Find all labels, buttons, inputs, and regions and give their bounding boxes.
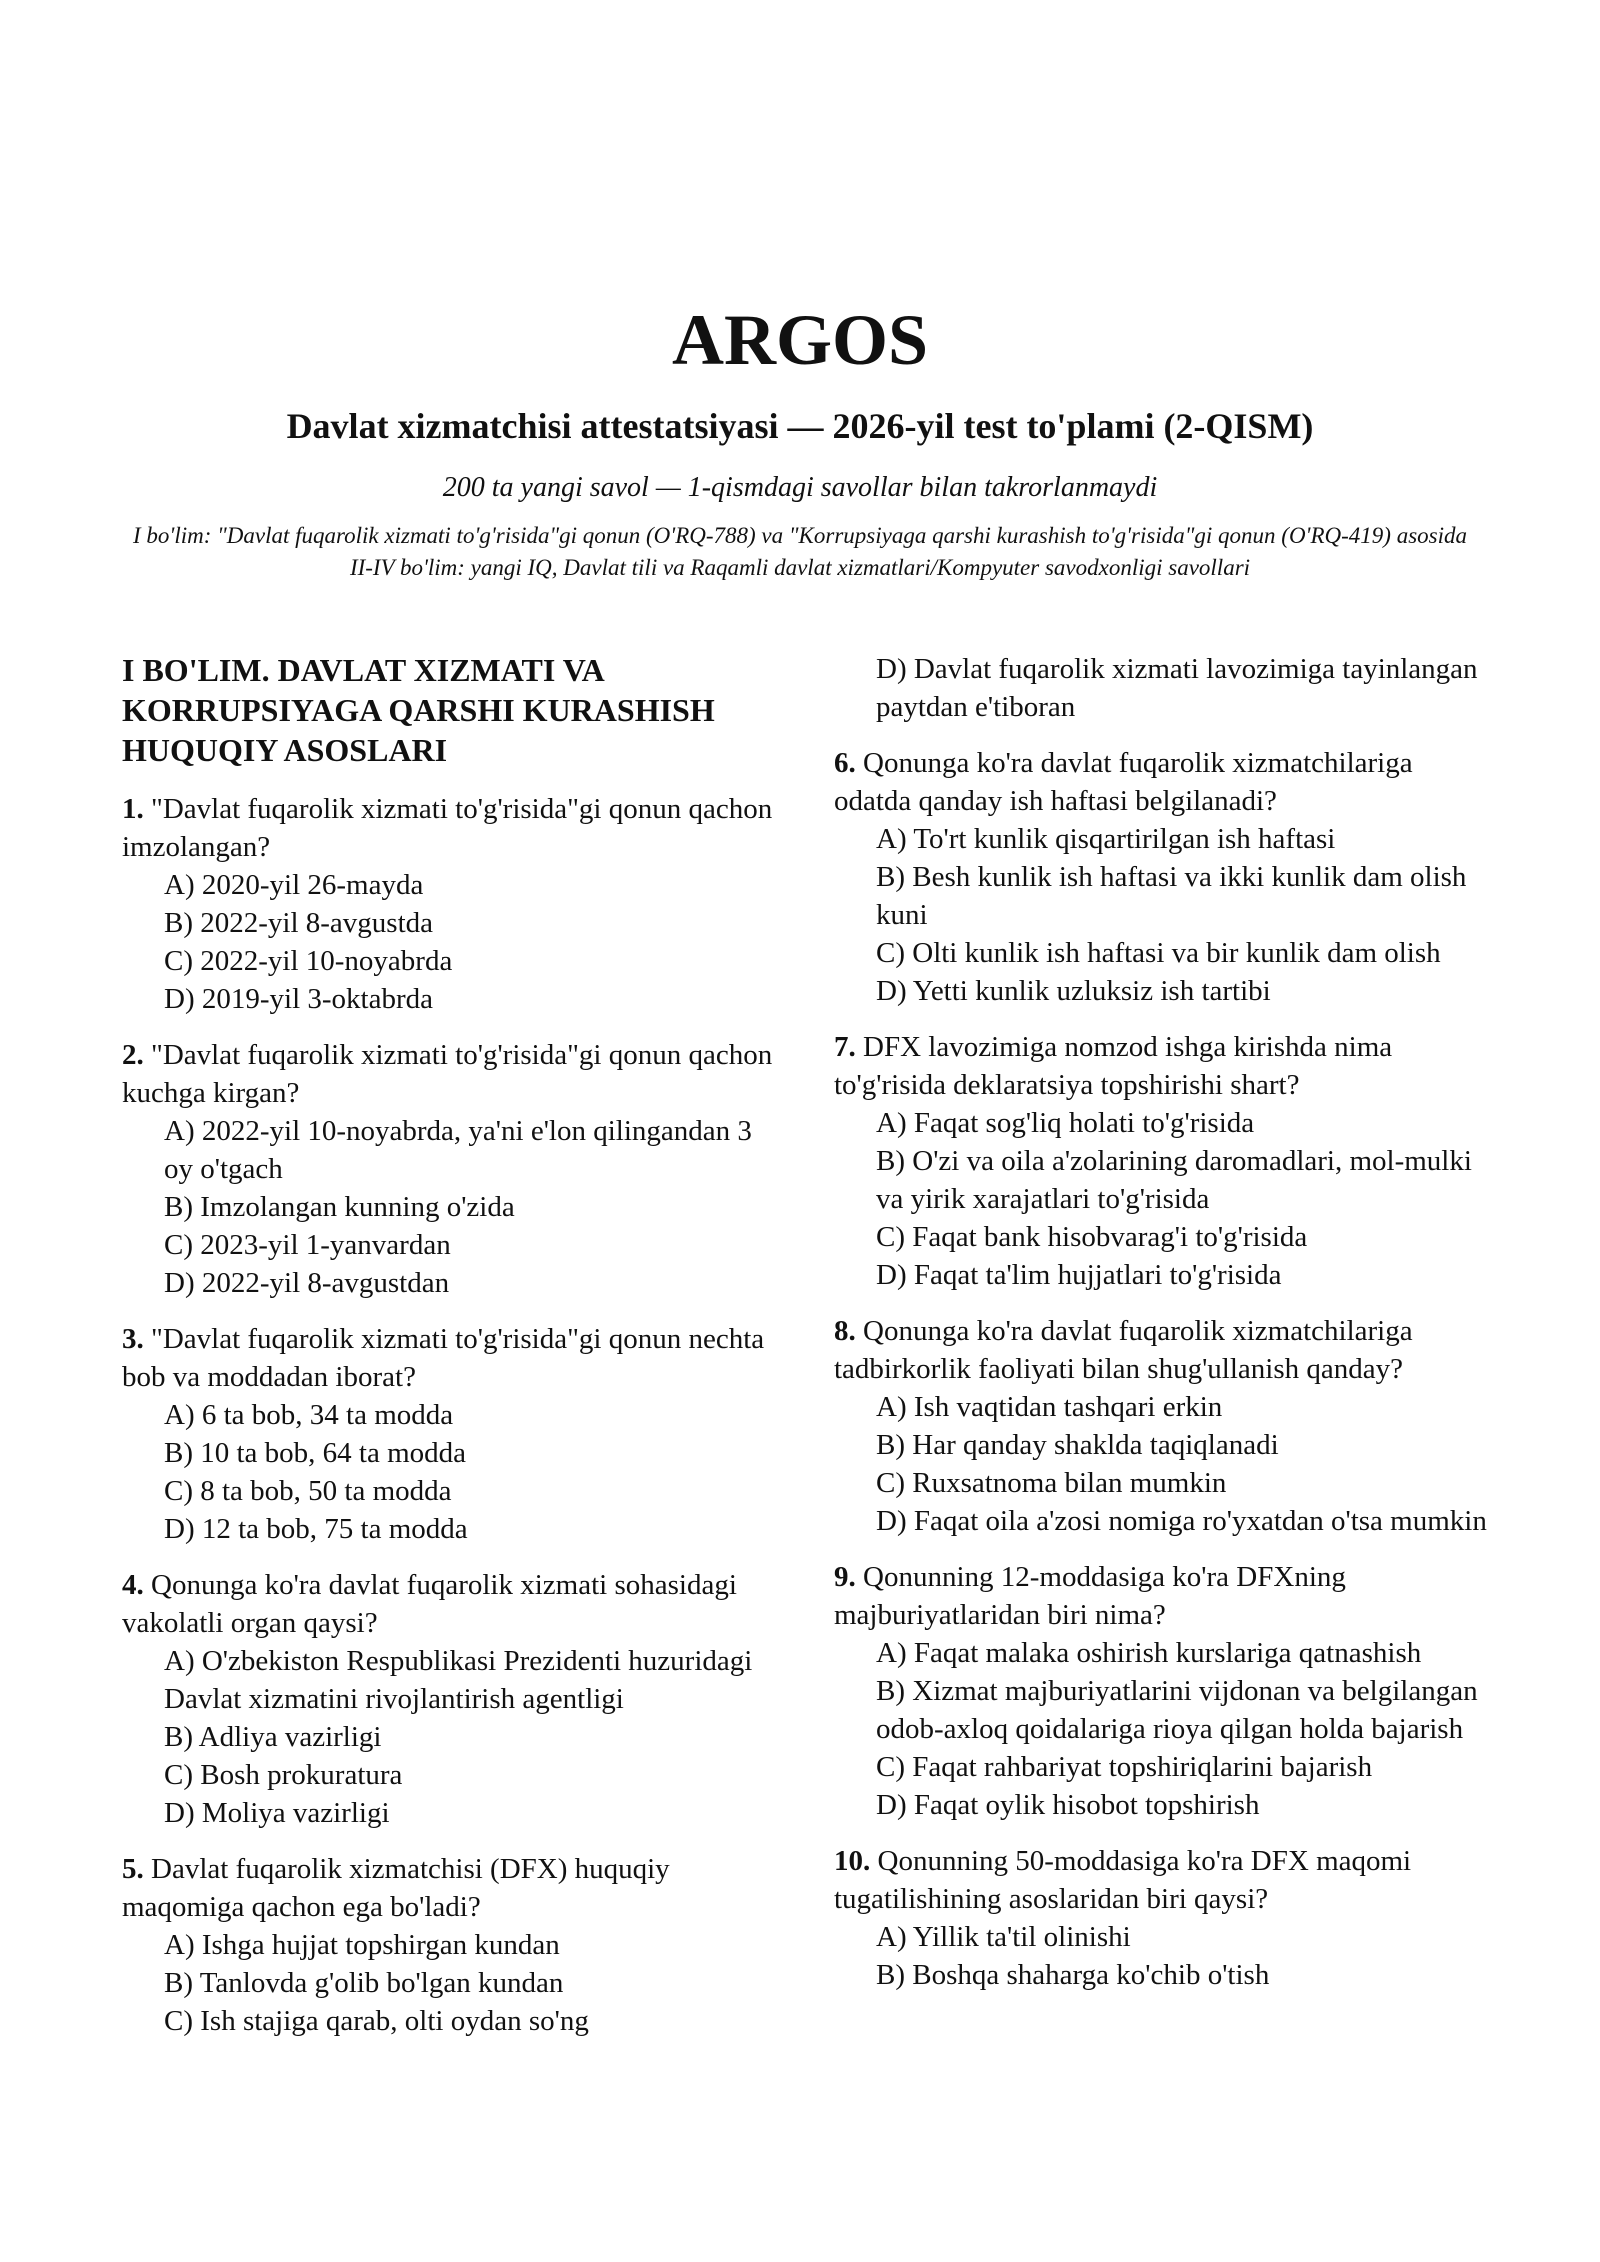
basis-line-2: II-IV bo'lim: yangi IQ, Davlat tili va Raqamli davlat xizmatlari/Kompyuter savodxonligi savollari (349, 555, 1251, 580)
question-text (834, 1312, 1489, 1388)
question-4 (122, 1566, 777, 1832)
question-body: Qonunning 50-moddasiga ko'ra DFX maqomi tugatilishining asoslaridan biri qaysi? (834, 1845, 1412, 1915)
option-d: D) Faqat ta'lim hujjatlari to'g'risida (876, 1259, 1282, 1291)
option-c: C) 2023-yil 1-yanvardan (164, 1229, 451, 1261)
option-a: A) 6 ta bob, 34 ta modda (164, 1399, 454, 1431)
question-body: Qonunga ko'ra davlat fuqarolik xizmatchilariga odatda qanday ish haftasi belgilanadi? (834, 747, 1413, 817)
option-a: A) Ishga hujjat topshirgan kundan (164, 1929, 560, 1961)
option-a: A) 2022-yil 10-noyabrda, ya'ni e'lon qilingandan 3 oy o'tgach (164, 1115, 752, 1185)
question-number: 5. (122, 1853, 144, 1885)
question-number: 2. (122, 1039, 144, 1071)
question-text (122, 1566, 777, 1642)
option-a: A) Faqat sog'liq holati to'g'risida (876, 1107, 1255, 1139)
option-b: B) Xizmat majburiyatlarini vijdonan va belgilangan odob-axloq qoidalariga rioya qilgan holda bajarish (876, 1675, 1478, 1745)
option-b: B) Har qanday shaklda taqiqlanadi (876, 1429, 1279, 1461)
option-a: A) Ish vaqtidan tashqari erkin (876, 1391, 1223, 1423)
question-number: 3. (122, 1323, 144, 1355)
question-text (834, 1842, 1489, 1918)
option-a: A) 2020-yil 26-mayda (164, 869, 424, 901)
question-text (122, 1036, 777, 1112)
question-body: Davlat fuqarolik xizmatchisi (DFX) huquqiy maqomiga qachon ega bo'ladi? (122, 1853, 670, 1923)
option-d: D) 12 ta bob, 75 ta modda (164, 1513, 468, 1545)
question-number: 1. (122, 793, 144, 825)
right-column (834, 650, 1489, 2012)
option-b: B) 10 ta bob, 64 ta modda (164, 1437, 467, 1469)
question-number: 7. (834, 1031, 856, 1063)
question-2 (122, 1036, 777, 1302)
option-c: C) Bosh prokuratura (164, 1759, 403, 1791)
option-c: C) 8 ta bob, 50 ta modda (164, 1475, 452, 1507)
question-5 (122, 1850, 777, 2040)
question-7 (834, 1028, 1489, 1294)
option-b: B) Adliya vazirligi (164, 1721, 382, 1753)
question-10 (834, 1842, 1489, 1994)
document-title: ARGOS (671, 300, 929, 380)
question-text (834, 1558, 1489, 1634)
question-6 (834, 744, 1489, 1010)
basis-line-1: I bo'lim: "Davlat fuqarolik xizmati to'g'risida"gi qonun (O'RQ-788) va "Korrupsiyaga qarshi kurashish to'g'risida"gi qonun (O'RQ-419) asosida (133, 523, 1467, 548)
question-body: Qonunga ko'ra davlat fuqarolik xizmati sohasidagi vakolatli organ qaysi? (122, 1569, 737, 1639)
question-body: Qonunga ko'ra davlat fuqarolik xizmatchilariga tadbirkorlik faoliyati bilan shug'ullanish qanday? (834, 1315, 1413, 1385)
question-body: DFX lavozimiga nomzod ishga kirishda nima to'g'risida deklaratsiya topshirishi shart? (834, 1031, 1393, 1101)
question-body: "Davlat fuqarolik xizmati to'g'risida"gi qonun nechta bob va moddadan iborat? (122, 1323, 765, 1393)
option-d: D) 2019-yil 3-oktabrda (164, 983, 433, 1015)
option-d: D) Faqat oila a'zosi nomiga ro'yxatdan o'tsa mumkin (876, 1505, 1487, 1537)
option-b: B) O'zi va oila a'zolarining daromadlari, mol-mulki va yirik xarajatlari to'g'risida (876, 1145, 1472, 1215)
question-body: Qonunning 12-moddasiga ko'ra DFXning majburiyatlaridan biri nima? (834, 1561, 1346, 1631)
option-a: A) Yillik ta'til olinishi (876, 1921, 1131, 1953)
option-d: D) Moliya vazirligi (164, 1797, 390, 1829)
option-d: D) Yetti kunlik uzluksiz ish tartibi (876, 975, 1271, 1007)
option-c: C) Ruxsatnoma bilan mumkin (876, 1467, 1227, 1499)
basis-note (120, 520, 1480, 584)
question-8 (834, 1312, 1489, 1540)
option-a: A) Faqat malaka oshirish kurslariga qatnashish (876, 1637, 1422, 1669)
question-text (122, 790, 777, 866)
option-c: C) Faqat bank hisobvarag'i to'g'risida (876, 1221, 1308, 1253)
question-text (834, 744, 1489, 820)
option-d: D) Davlat fuqarolik xizmati lavozimiga tayinlangan paytdan e'tiboran (876, 653, 1478, 723)
question-3 (122, 1320, 777, 1548)
question-number: 10. (834, 1845, 871, 1877)
option-a: A) To'rt kunlik qisqartirilgan ish haftasi (876, 823, 1336, 855)
option-a: A) O'zbekiston Respublikasi Prezidenti huzuridagi Davlat xizmatini rivojlantirish agentligi (164, 1645, 753, 1715)
question-number: 8. (834, 1315, 856, 1347)
option-d: D) Faqat oylik hisobot topshirish (876, 1789, 1260, 1821)
question-number: 4. (122, 1569, 144, 1601)
document-tagline: 200 ta yangi savol — 1-qismdagi savollar bilan takrorlanmaydi (442, 472, 1158, 503)
question-text (834, 1028, 1489, 1104)
option-c: C) Olti kunlik ish haftasi va bir kunlik dam olish (876, 937, 1441, 969)
option-b: B) Tanlovda g'olib bo'lgan kundan (164, 1967, 564, 1999)
option-d: D) 2022-yil 8-avgustdan (164, 1267, 450, 1299)
option-b: B) 2022-yil 8-avgustda (164, 907, 434, 939)
option-c: C) Faqat rahbariyat topshiriqlarini bajarish (876, 1751, 1373, 1783)
option-c: C) Ish stajiga qarab, olti oydan so'ng (164, 2005, 589, 2037)
question-9 (834, 1558, 1489, 1824)
question-text (122, 1850, 777, 1926)
question-body: "Davlat fuqarolik xizmati to'g'risida"gi qonun qachon imzolangan? (122, 793, 773, 863)
question-number: 9. (834, 1561, 856, 1593)
section-title: I BO'LIM. DAVLAT XIZMATI VA KORRUPSIYAGA QARSHI KURASHISH HUQUQIY ASOSLARI (122, 652, 715, 768)
left-column (122, 650, 777, 2058)
question-number: 6. (834, 747, 856, 779)
document-subtitle: Davlat xizmatchisi attestatsiyasi — 2026-yil test to'plami (2-QISM) (286, 406, 1314, 446)
option-b: B) Imzolangan kunning o'zida (164, 1191, 515, 1223)
option-b: B) Boshqa shaharga ko'chib o'tish (876, 1959, 1270, 1991)
question-1 (122, 790, 777, 1018)
option-b: B) Besh kunlik ish haftasi va ikki kunlik dam olish kuni (876, 861, 1467, 931)
question-text (122, 1320, 777, 1396)
option-c: C) 2022-yil 10-noyabrda (164, 945, 453, 977)
question-body: "Davlat fuqarolik xizmati to'g'risida"gi qonun qachon kuchga kirgan? (122, 1039, 773, 1109)
question-5-continued (834, 650, 1489, 726)
